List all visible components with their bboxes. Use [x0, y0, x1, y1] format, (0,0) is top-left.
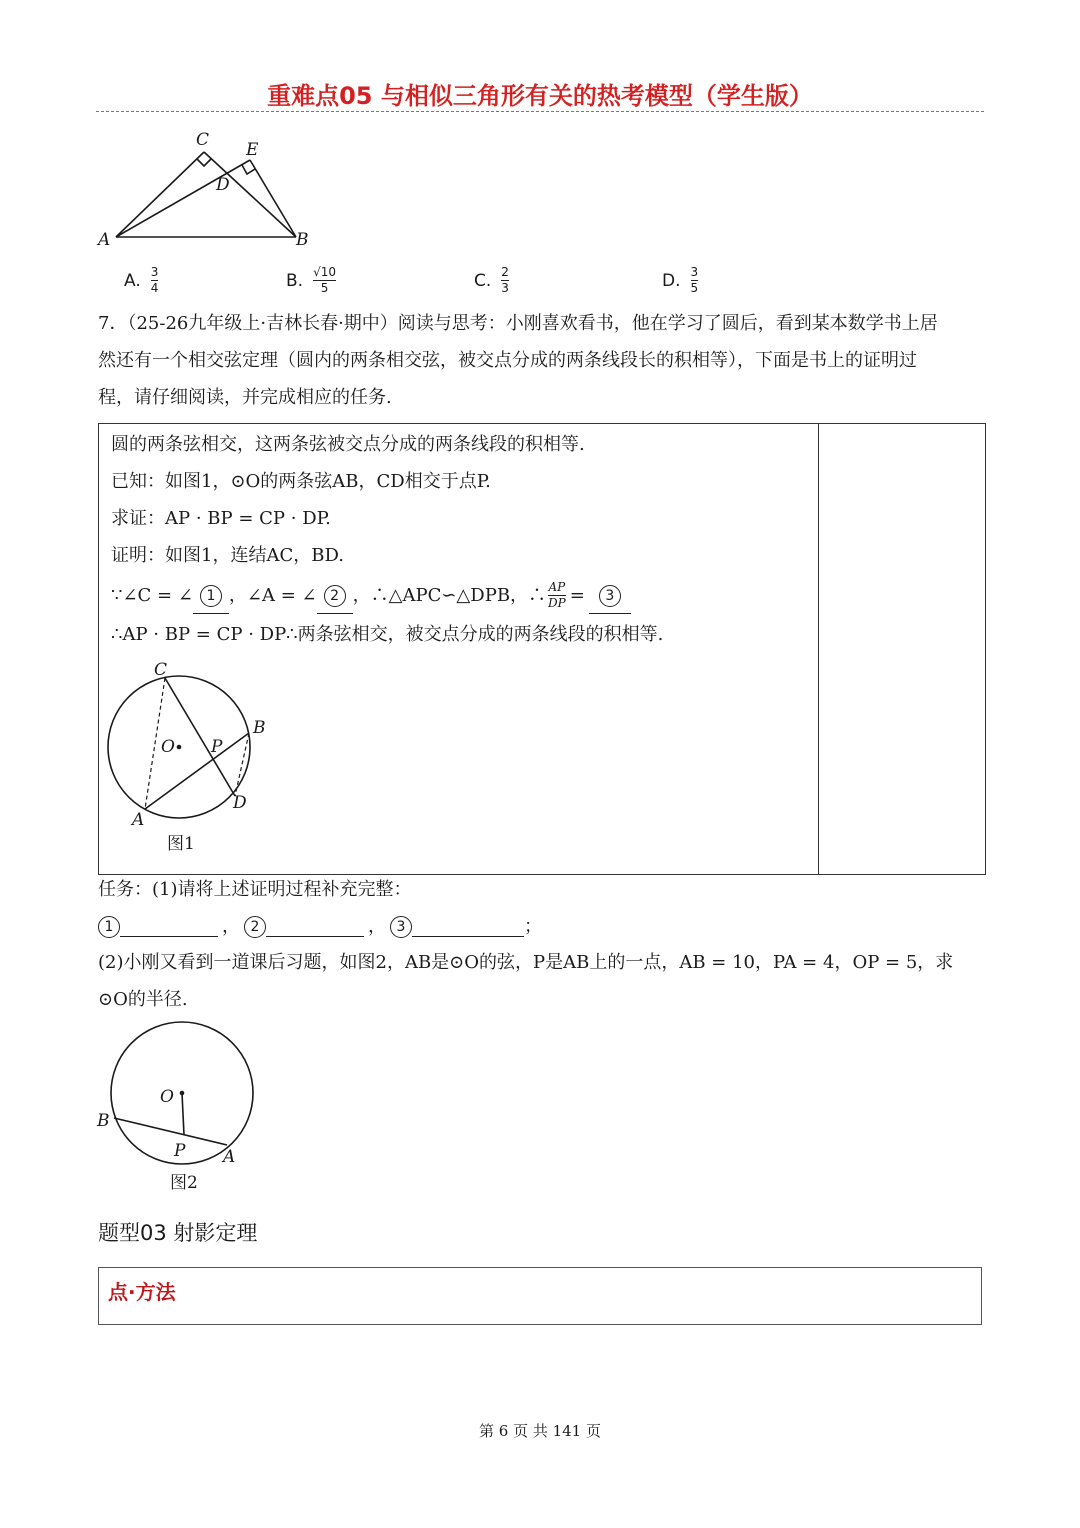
option-c-label: C. — [474, 270, 492, 291]
ratio-fraction: $\frac{AP}{DP}$ — [548, 579, 566, 610]
fig2-label-o: O — [160, 1087, 174, 1107]
right-angle-c — [197, 159, 211, 166]
option-b-fraction: $\frac{√10}{5}$ — [313, 265, 336, 295]
fig1-caption: 图1 — [167, 834, 195, 854]
label-d: D — [216, 175, 230, 195]
proof-goal: 求证：AP · BP = CP · DP. — [111, 508, 331, 529]
label-e: E — [246, 140, 259, 160]
option-d[interactable] — [662, 266, 698, 295]
page-title: 重难点05 与相似三角形有关的热考模型（学生版） — [267, 82, 813, 110]
task-1: 任务：(1)请将上述证明过程补充完整： — [98, 879, 412, 900]
q7-intro: 7．（25-26九年级上·吉林长春·期中）阅读与思考：小刚喜欢看书，他在学习了圆后，看到某本数学书上居 然还有一个相交弦定理（圆内的两条相交弦，被交点分成的两条线段长的积相等），下面是书上的证明过 程，请仔细阅读，并完成相应的任务. — [98, 313, 938, 408]
proof-reasoning: ∵∠C = ∠ 1 ，∠A = ∠ 2 ，∴△APC∽△DPB，∴ $\frac{AP}{DP}$ = 3 — [111, 574, 811, 616]
fig1-label-p: P — [211, 737, 223, 757]
fig1-label-o: O — [161, 737, 175, 757]
proof-construction: 证明：如图1，连结AC，BD. — [111, 545, 344, 566]
option-d-fraction: $\frac{3}{5}$ — [690, 265, 699, 295]
option-b-label: B. — [286, 270, 304, 291]
option-a-fraction: $\frac{3}{4}$ — [150, 265, 159, 295]
triangle-figure — [90, 125, 330, 250]
answer-blank-3[interactable] — [412, 916, 524, 937]
segment-eb — [250, 160, 296, 237]
option-a-label: A. — [124, 270, 141, 291]
fig1-label-c: C — [154, 660, 168, 680]
fig2-label-a: A — [223, 1147, 236, 1167]
fig2-caption: 图2 — [170, 1173, 198, 1193]
answer-blanks: 1 ， 2 ， 3 ； — [98, 908, 542, 945]
answer-blank-2[interactable] — [266, 916, 364, 937]
fig2-label-b: B — [97, 1111, 110, 1131]
segment-op — [182, 1093, 184, 1135]
proof-statement: 圆的两条弦相交，这两条弦被交点分成的两条线段的积相等. — [111, 434, 585, 455]
blank-2[interactable]: 2 — [317, 576, 353, 614]
option-b[interactable] — [286, 266, 336, 295]
option-d-label: D. — [662, 270, 681, 291]
fig2-label-p: P — [174, 1141, 186, 1161]
chord-ab — [114, 1118, 227, 1145]
chord-cd — [165, 678, 235, 796]
figure-1 — [99, 660, 299, 860]
option-c-fraction: $\frac{2}{3}$ — [501, 265, 509, 295]
option-c[interactable] — [474, 266, 509, 295]
label-b: B — [296, 230, 309, 250]
proof-given: 已知：如图1，⊙O的两条弦AB，CD相交于点P. — [111, 471, 491, 492]
label-c: C — [196, 130, 210, 150]
fig1-label-b: B — [253, 718, 266, 738]
center-dot — [180, 1091, 185, 1096]
task-2: (2)小刚又看到一道课后习题，如图2，AB是⊙O的弦，P是AB上的一点，AB = 10，PA = 4，OP = 5，求 ⊙O的半径. — [98, 952, 954, 1010]
center-dot — [177, 745, 182, 750]
answer-blank-1[interactable] — [120, 916, 218, 937]
proof-box — [98, 423, 986, 875]
blank-1[interactable]: 1 — [193, 576, 229, 614]
proof-conclusion: ∴AP · BP = CP · DP∴两条弦相交，被交点分成的两条线段的积相等. — [111, 624, 664, 645]
option-a[interactable] — [124, 266, 158, 295]
fig1-label-a: A — [132, 810, 145, 830]
fig1-label-d: D — [233, 793, 247, 813]
section-title: 题型03 射影定理 — [98, 1221, 258, 1245]
method-label: 点·方法 — [108, 1280, 176, 1304]
method-box — [98, 1267, 982, 1325]
header-divider — [96, 111, 984, 112]
figure-2 — [92, 1020, 272, 1200]
proof-box-divider — [818, 424, 819, 874]
page-footer: 第 6 页 共 141 页 — [478, 1422, 601, 1440]
label-a: A — [98, 230, 111, 250]
blank-3[interactable]: 3 — [589, 576, 631, 614]
